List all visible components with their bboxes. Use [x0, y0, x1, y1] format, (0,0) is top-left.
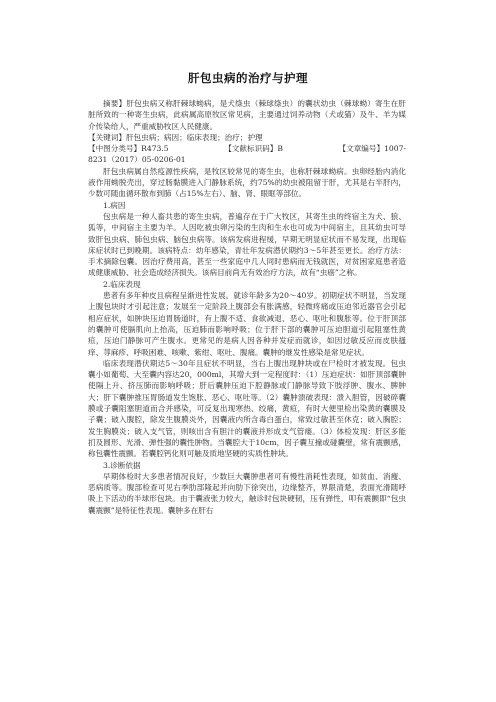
section-text-clinical-2: 临床表现潜伏期达5～30年且症状不明显，当右上腹出现肿块或在尸检时才被发现。包虫囊小如葡萄、大至囊内容达20，000ml，其增大到一定程度时：（1）压迫症状：如肝顶部囊肿使隔上升、挤压肺而影响呼吸；肝后囊肿压迫下腔静脉或门静脉导致下肢浮肿、腹水、脾肿大；肝下囊肿推压胃肠道发生饱胀、恶心、呕吐等。（2）囊肿溃破表现：溃入胆管，因破碎囊膜或子囊阻塞胆道而合并感染，可反复出现寒热、绞痛，黄疸，有时大便里检出染黄的囊膜及子囊；破入腹腔，除发生腹膜炎外，因囊液内所含毒白蛋白，常致过敏甚至休克；破入胸腔；发生胸膜炎；破入支气管，则咳出含有胆汁的囊液并形成支气管瘘。（3）体检发现：肝区多能扪及圆形、光滑、弹性强的囊性肿物。当囊腔大于10cm，因子囊互撞或碰囊壁，常有震颤感，称包囊性震颤。若囊腔钙化则可触及质地坚硬的实质性肿块。 [88, 358, 406, 459]
section-text-diagnosis: 早期体检时大多患者情况良好，少数巨大囊肿患者可有慢性消耗性表现，如贫血、消瘦、恶病质等。腹部检查可见右季肋部隆起并向肋下徐突出，边缘整齐，界限清楚，表面光滑随呼吸上下活动的半球形包块。由于囊液张力较大，触诊时包块硬韧，压有弹性，叩有震颤即“包虫囊震颤”是特征性表现。囊肿多在肝右 [88, 471, 406, 515]
section-heading-cause: 1.病因 [103, 200, 126, 210]
keywords: 【关键词】肝包虫病；病因；临床表现；治疗；护理 [88, 132, 263, 142]
clc-number: 【中图分类号】R473.5 [88, 144, 169, 154]
abstract: 摘要】肝包虫病又称肝棘球蚴病，是犬绦虫（棘球绦虫）的囊状幼虫（棘球蚴）寄生在肝脏所致的一种寄生虫病，此病属高原牧区常见病，主要通过饲养动物（犬或猫）及牛、羊为媒介传染给人，严重威胁牧区人民健康。 [88, 99, 406, 131]
article-number-continued: 8231（2017）05-0206-01 [88, 155, 186, 165]
section-text-clinical-1: 患者有多年种皮且病程呈渐进性发展。就诊年龄多为20～40岁。初期症状不明显，当发现上腹包块时才引起注意；发展至一定阶段上腹部会有胀满感，轻微疼痛或压迫邻近器官会引起相应症状，如肿块压迫胃肠道时，有上腹不适、食欲减退、恶心、呕吐和腹胀等。位于肝顶部的囊肿可使膈肌向上抬高，压迫肺而影响呼吸；位于肝下部的囊肿可压迫胆道引起阻塞性黄疸，压迫门静脉可产生腹水。更常见的是病人因各种并发症而就诊，如因过敏反应而皮肤搔痒、荨麻疹、呼吸困难、咳嗽、紫绀、呕吐、腹痛。囊肿的继发性感染是常见症状。 [88, 291, 406, 357]
article-number: 【文章编号】1007- [338, 144, 406, 154]
paper-body [88, 98, 406, 516]
section-heading-clinical: 2.临床表现 [103, 279, 141, 289]
intro-paragraph: 肝包虫病属自然疫源性疾病，是牧区较常见的寄生虫，也称肝棘球蚴病。虫卵经胎内消化液作用蚴脱壳出，穿过肠黏膜进入门静脉系统，约75%的幼虫被阻留于肝，尤其是右半肝内，少数可随血循环散布到肺（占15%左右）、脑、肾、眼眶等部位。 [88, 166, 406, 199]
paper-title: 肝包虫病的治疗与护理 [188, 71, 308, 85]
section-text-cause: 包虫病是一种人畜共患的寄生虫病，普遍存在于广大牧区，其寄生虫的终宿主为犬、狼、狐等，中间宿主主要为羊。人因吃被虫卵污染的生肉和生水也可成为中间宿主，且其幼虫可导致肝包虫病、肺包虫病、脑包虫病等。该病发病进程缓，早期无明显症状而不易发现，出现临床症状时已到晚期。该病特点：幼年感染，青壮年发病潜伏期约3～5年甚至更长。治疗方法：手术摘除包囊。因治疗费用高，甚至一些家庭中几人同时患病而无钱就医，对贫困家庭患者造成健康威胁、社会造成经济损失。该病目前尚无有效治疗方法，故有“虫癌”之称。 [88, 211, 406, 278]
article-meta-line [88, 143, 406, 154]
section-heading-diagnosis: 3.诊断依据 [103, 460, 141, 470]
document-code: 【文献标识码】B [224, 144, 283, 154]
